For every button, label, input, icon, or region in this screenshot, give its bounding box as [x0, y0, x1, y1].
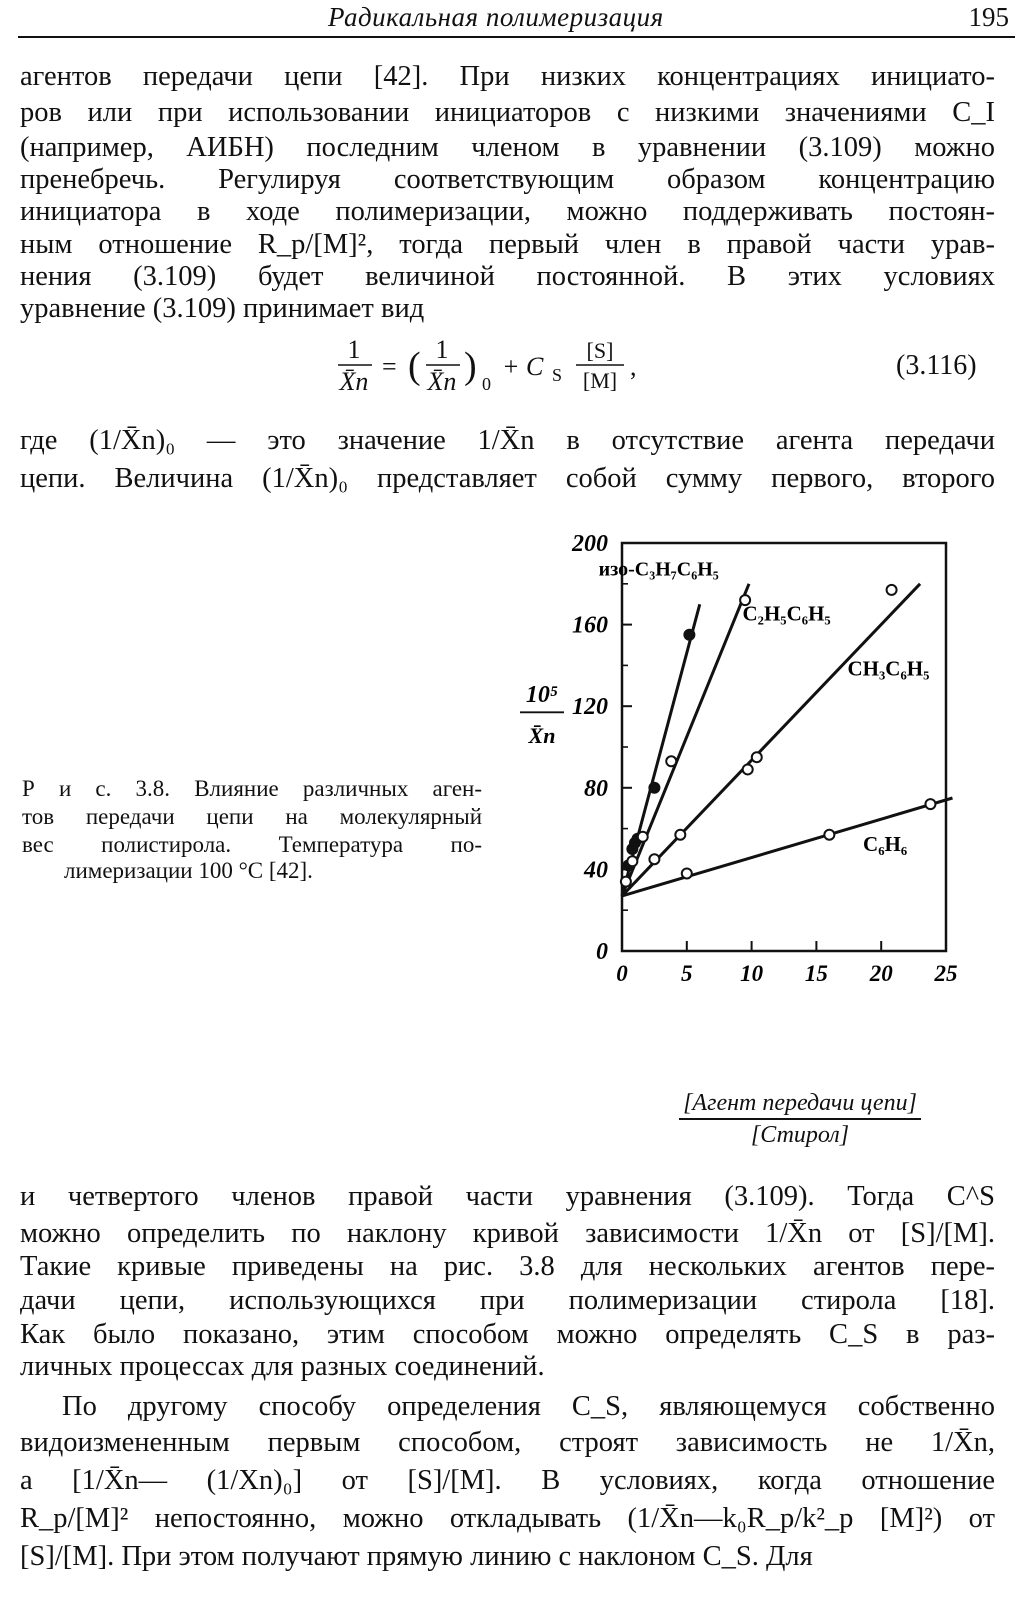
text-line: цепи. Величина (1/X̄n)₀ представляет собой сумму первого, второго [20, 463, 995, 494]
text-line: ров или при использовании инициаторов с низкими значениями C_I [20, 97, 995, 128]
x-tick-label: 10 [740, 961, 764, 986]
caption-line: лимеризации 100 °С [42]. [64, 858, 313, 883]
data-point [666, 756, 676, 766]
text-line: а [1/X̄n— (1/Xn)₀] от [S]/[M]. В условиях, когда отношение [20, 1465, 995, 1496]
running-title: Радикальная полимеризация [328, 2, 664, 32]
text-line: и четвертого членов правой части уравнения (3.109). Тогда C^S [20, 1181, 995, 1212]
x-tick-label: 25 [934, 961, 958, 986]
data-point [824, 830, 834, 840]
eq-plus-cs: + C [502, 352, 544, 381]
text-line: ным отношение R_p/[M]², тогда первый член в правой части урав- [20, 229, 995, 260]
x-axis-label-num: [Агент передачи цепи] [679, 1088, 921, 1120]
text-line: видоизмененным первым способом, строят зависимость не 1/X̄n, [20, 1427, 995, 1458]
data-point [925, 799, 935, 809]
caption-line: Р и с. 3.8. Влияние различных аген- [22, 776, 482, 801]
text-line: инициатора в ходе полимеризации, можно поддерживать постоян- [20, 196, 995, 227]
data-point [638, 832, 648, 842]
text-line: нения (3.109) будет величиной постоянной. В этих условиях [20, 261, 995, 292]
eq-lhs-den: X̄n [339, 367, 369, 396]
y-tick-label: 120 [572, 694, 608, 721]
eq-lhs-num: 1 [347, 335, 361, 364]
y-tick-label: 40 [584, 857, 608, 884]
y-tick-label: 0 [596, 939, 608, 965]
eq-sub-zero: 0 [482, 374, 491, 394]
text-line: где (1/X̄n)₀ — это значение 1/X̄n в отсутствие агента передачи [20, 425, 995, 456]
data-point [649, 854, 659, 864]
y-tick-label: 160 [572, 612, 608, 639]
text-line: уравнение (3.109) принимает вид [20, 293, 425, 324]
eq-rhs-num: 1 [435, 335, 449, 364]
svg-text:,: , [630, 352, 637, 381]
data-point [684, 630, 694, 640]
equation-3-116 [330, 335, 730, 398]
text-line: По другому способу определения C_S, являющемуся собственно [62, 1391, 995, 1422]
y-axis-label-num: 10⁵ [525, 682, 559, 709]
text-line: пренебречь. Регулируя соответствующим образом концентрацию [20, 164, 995, 195]
data-point [682, 868, 692, 878]
eq-rhs-den: X̄n [427, 367, 457, 396]
series-label: CH₃C₆H₅ [847, 656, 930, 681]
eq-frac-num: [S] [586, 338, 614, 363]
caption-line: вес полистирола. Температура по- [22, 832, 482, 857]
svg-text:(: ( [408, 345, 421, 387]
text-line: агентов передачи цепи [42]. При низких концентрациях инициато- [20, 61, 995, 92]
svg-text:=: = [382, 352, 397, 381]
data-point [649, 783, 659, 793]
chart-labels [520, 531, 958, 986]
text-line: Как было показано, этим способом можно определять C_S в раз- [20, 1319, 995, 1350]
text-line: можно определить по наклону кривой зависимости 1/X̄n от [S]/[M]. [20, 1218, 995, 1249]
text-line: личных процессах для разных соединений. [20, 1351, 545, 1382]
eq-frac-den: [M] [582, 368, 618, 393]
data-point [621, 877, 631, 887]
equation-number: (3.116) [896, 350, 977, 381]
data-point [675, 830, 685, 840]
page-number: 195 [968, 2, 1009, 32]
y-tick-label: 80 [584, 775, 608, 802]
text-line: [S]/[M]. При этом получают прямую линию с наклоном C_S. Для [20, 1541, 813, 1572]
data-point [752, 752, 762, 762]
svg-text:): ) [464, 345, 477, 387]
data-point [887, 585, 897, 595]
caption-line: тов передачи цепи на молекулярный [22, 804, 482, 829]
x-axis-label-den: [Стирол] [750, 1122, 850, 1148]
text-line: (например, АИБН) последним членом в уравнении (3.109) можно [20, 132, 995, 163]
series-label: C₆H₆ [863, 832, 908, 857]
x-axis-label [650, 1088, 950, 1150]
eq-cs-sub: S [552, 365, 563, 385]
figure-3-8-chart [490, 525, 970, 986]
data-point [627, 856, 637, 866]
text-line: R_p/[M]² непостоянно, можно откладывать (1/X̄n—k₀R_p/k²_p [M]²) от [20, 1503, 995, 1534]
text-line: дачи цепи, использующихся при полимеризации стирола [18]. [20, 1285, 995, 1316]
x-tick-label: 15 [804, 961, 828, 986]
y-axis-label-den: X̄n [528, 722, 556, 748]
series-label: изо-C₃H₇C₆H₅ [598, 558, 719, 581]
y-tick-label: 200 [572, 531, 608, 557]
running-header [18, 0, 1015, 38]
x-tick-label: 20 [869, 961, 893, 986]
text-line: Такие кривые приведены на рис. 3.8 для нескольких агентов пере- [20, 1251, 995, 1282]
data-point [743, 764, 753, 774]
x-tick-label: 0 [616, 961, 628, 986]
x-tick-label: 5 [681, 961, 693, 986]
series-label: C₂H₅C₆H₅ [742, 601, 831, 626]
